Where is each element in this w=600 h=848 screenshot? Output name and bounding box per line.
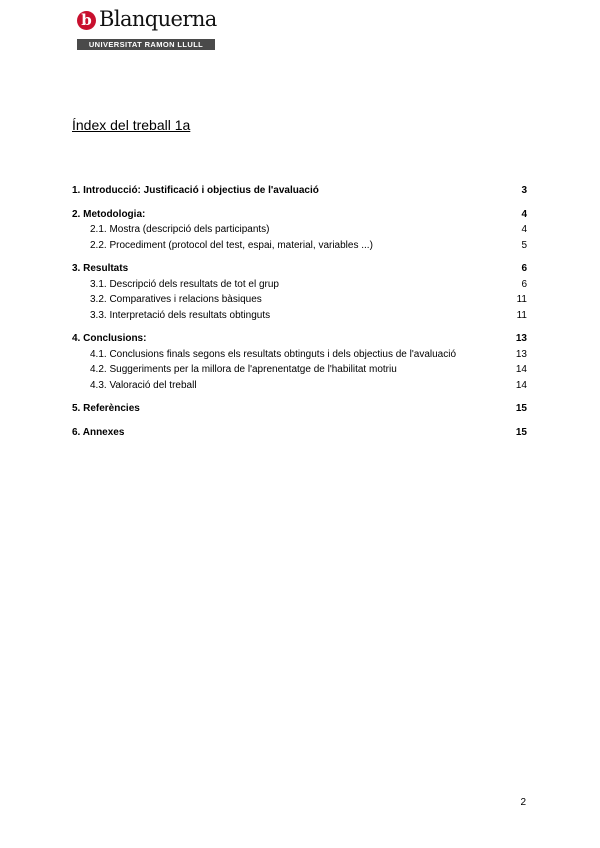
toc-section-row xyxy=(72,207,527,223)
toc-entry-page: 13 xyxy=(515,348,527,360)
toc-entry-page: 15 xyxy=(515,403,527,414)
toc-entry-label: 4.3. Valoració del treball xyxy=(90,379,197,391)
toc-entry-page: 11 xyxy=(516,309,527,321)
toc-entry-label: 4.2. Suggeriments per la millora de l'aprenentatge de l'habilitat motriu xyxy=(90,364,397,375)
toc-entry-label: 2.2. Procediment (protocol del test, espai, material, variables ...) xyxy=(90,239,373,251)
logo-subtitle: UNIVERSITAT RAMON LLULL xyxy=(77,39,215,50)
toc-entry-label: 3.3. Interpretació dels resultats obtinguts xyxy=(90,309,271,321)
logo-mark: b xyxy=(77,11,96,30)
toc-section-row xyxy=(72,183,527,199)
toc-subsection-row xyxy=(72,277,527,293)
toc-subsection-row xyxy=(72,308,527,324)
toc-subsection-row xyxy=(72,238,527,254)
toc-entry-page: 4 xyxy=(521,208,527,220)
toc-subsection-row xyxy=(72,292,527,308)
toc-entry-page: 4 xyxy=(521,224,527,235)
blanquerna-logo xyxy=(77,7,217,54)
toc-entry-page: 14 xyxy=(515,379,527,391)
toc-section-row xyxy=(72,261,527,277)
page-title: Índex del treball 1a xyxy=(72,117,191,133)
table-of-contents xyxy=(72,183,527,440)
page-number: 2 xyxy=(520,797,526,808)
toc-entry-page: 6 xyxy=(521,263,527,274)
toc-subsection-row xyxy=(72,362,527,378)
toc-entry-label: 3. Resultats xyxy=(72,263,129,274)
toc-entry-page: 15 xyxy=(515,426,527,438)
toc-subsection-row xyxy=(72,378,527,394)
toc-section-row xyxy=(72,331,527,347)
toc-entry-label: 3.1. Descripció dels resultats de tot el grup xyxy=(90,278,279,290)
toc-subsection-row xyxy=(72,347,527,363)
toc-entry-label: 5. Referències xyxy=(72,403,140,414)
toc-section-row xyxy=(72,401,527,417)
toc-entry-page: 6 xyxy=(521,278,527,290)
toc-entry-label: 2.1. Mostra (descripció dels participants) xyxy=(90,224,270,235)
toc-entry-page: 5 xyxy=(521,239,527,251)
toc-entry-label: 6. Annexes xyxy=(72,426,125,438)
toc-subsection-row xyxy=(72,222,527,238)
toc-entry-page: 13 xyxy=(515,333,527,344)
toc-entry-label: 1. Introducció: Justificació i objectius de l'avaluació xyxy=(72,185,319,196)
logo-wordmark: Blanquerna xyxy=(99,7,217,31)
toc-entry-label: 2. Metodologia: xyxy=(72,208,146,220)
toc-entry-label: 3.2. Comparatives i relacions bàsiques xyxy=(90,294,262,305)
toc-entry-label: 4. Conclusions: xyxy=(72,333,147,344)
toc-entry-page: 14 xyxy=(515,364,527,375)
toc-section-row xyxy=(72,425,527,441)
toc-entry-page: 11 xyxy=(516,294,527,305)
toc-entry-page: 3 xyxy=(521,185,527,196)
toc-entry-label: 4.1. Conclusions finals segons els resultats obtinguts i dels objectius de l'avaluació xyxy=(90,348,457,360)
